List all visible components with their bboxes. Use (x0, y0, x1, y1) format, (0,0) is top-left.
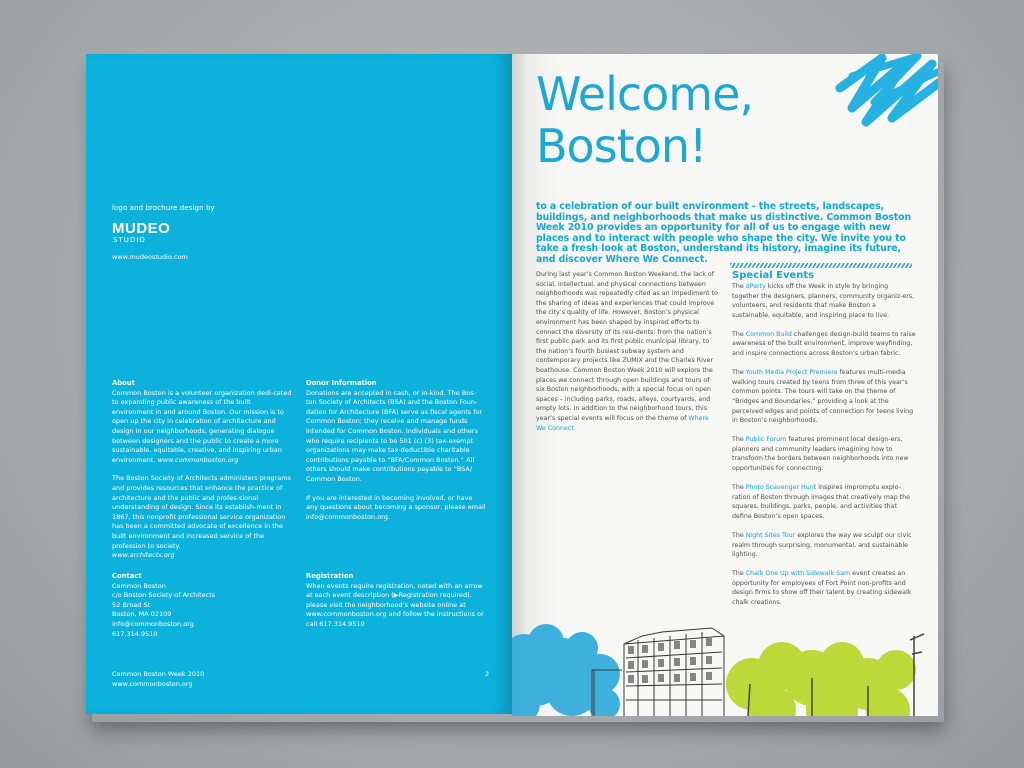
special-events (732, 270, 916, 617)
theme-highlight: Where We Connect. (536, 414, 709, 432)
donor-section (306, 379, 486, 531)
mudeo-logo: MUDEO (112, 220, 171, 237)
event-item: The Public Forum features prominent local design-ers, planners and community leaders imagining how to transform the borders between neighborhoods into new opportunities for connecting. (732, 436, 909, 472)
registration-heading: Registration (306, 572, 354, 580)
intro-body: During last year’s Common Boston Weekend, the lack of social, intellectual, and physical connections between neighborhoods was repeatedly cited as an impediment to the sharing of ideas and experiences that could improve the city’s quality of life. However, Boston’s physical environment has been shaped by inspired efforts to connect the diversity of its resi-dents: from the nation’s first public park and its first public municipal library, to the nation’s fourth busiest subway system and contemporary projects like ZUMIX and the Charles River boathouse. Common Boston Week 2010 will explore the places we connect through open buildings and tours of six Boston neighborhoods, with a special focus on open spaces – including parks, roads, alleys, courtyards, and empty lots. In addition to the neighborhood tours, this year’s special events will focus on the theme of Where We Connect. (536, 271, 718, 432)
contact-heading: Contact (112, 572, 142, 580)
about-paragraph-2: The Boston Society of Architects administers programs and provides resources that enhance the practice of architecture and the public and profes-sional understanding of design. Since its establish-ment in 1867, this nonprofit professional service organization has been a committed advocate of excellence in the built environment and increased service of the profession to society. www.architects.org (112, 474, 291, 560)
right-page (512, 54, 938, 716)
event-name: Photo Scavenger Hunt (745, 484, 817, 492)
mudeo-logo-sub: STUDIO (113, 236, 146, 244)
architects-url: www.architects.org (112, 551, 175, 560)
event-name: Chalk One Up with Sidewalk Sam (745, 570, 851, 578)
left-footer (112, 670, 204, 689)
contact-line: info@commonboston.org (112, 619, 194, 628)
registration-text: When events require registration, noted with an arrow at each event description (▶Registration required), please visit the neighborhood’s website online at www.commonboston.org and follow the instructions or call 617.314.9510 (306, 581, 484, 628)
city-illustration (512, 614, 938, 716)
title-line-2: Boston! (536, 119, 707, 173)
left-page (86, 54, 512, 714)
hatch-divider (730, 263, 912, 268)
footer-event: Common Boston Week 2010 (112, 670, 205, 678)
event-name: dParty (745, 283, 766, 290)
commonboston-url: www.commonboston.org (157, 455, 239, 464)
footer-url: www.commonboston.org (112, 679, 193, 688)
lede-theme: Where We Connect. (605, 253, 708, 265)
donor-paragraph-1: Donations are accepted in cash, or in-kind. The Bos-ton Society of Architects (BSA) and the Boston Foun-dation for Architecture (BFA) serve as fiscal agents for Common Boston; they receive and manage funds intended for Common Boston. Individuals and others who require recipients to be 501 (c) (3) tax-exempt organizations may make tax-deductible charitable contributions payable to “BFA/Common Boston.” All others should make contributions payable to “BSA/ Common Boston. (306, 388, 483, 483)
event-item: The dParty kicks off the Week in style by bringing together the designers, planners, community organiz-ers, volunteers, and residents that make Boston a sustainable, equitable, and inspiring place to live. (732, 283, 915, 319)
about-section (112, 379, 292, 570)
event-name: Public Forum (745, 436, 787, 444)
blue-scribble-decoration (822, 54, 938, 132)
contact-line: Boston, MA 02109 (112, 610, 172, 619)
page-number: 2 (485, 670, 490, 678)
registration-section (306, 572, 486, 639)
contact-line: Common Boston (112, 581, 166, 590)
donor-paragraph-2: If you are interested in becoming involved, or have any questions about becoming a sponsor, please email info@commonboston.org. (306, 493, 486, 521)
event-item: The Chalk One Up with Sidewalk Sam event creates an opportunity for employees of Fort Point non-profits and design firms to show off their talent by creating sidewalk chalk creations. (732, 570, 912, 607)
credit-label: logo and brochure design by (112, 204, 215, 212)
event-name: Night Sites Tour (745, 531, 796, 539)
event-name: Common Build (745, 330, 792, 338)
contact-section (112, 572, 292, 639)
contact-line: c/o Boston Society of Architects (112, 591, 216, 600)
event-item: The Youth Media Project Premiere features multi-media walking tours created by teens from three of this year’s common points. The tours will take on the theme of “Bridges and Boundaries,” providing a look at the perceived edges and points of connection for teens living in Boston’s neighborhoods. (732, 369, 914, 425)
title-line-1: Welcome, (536, 67, 754, 121)
event-item: The Photo Scavenger Hunt inspires impromptu explo-ration of Boston through images that creatively map the squares, buildings, parks, people, and activities that define Boston’s open spaces. (732, 484, 911, 520)
contact-line: 617.314.9510 (112, 629, 158, 638)
lede-paragraph: to a celebration of our built environment - the streets, landscapes, buildings, and neighborhoods that make us distinctive. Common Boston Week 2010 provides an opportunity for all of us to engage with new places and to interact with people who shape the city. We invite you to take a fresh look at Boston, understand its history, imagine its future, and discover Where We Connect. (536, 201, 912, 265)
event-name: Youth Media Project Premiere (745, 369, 838, 377)
event-item: The Common Build challenges design-build teams to raise awareness of the built environment, improve wayfinding, and inspire connections across Boston’s urban fabric. (732, 330, 916, 358)
donor-heading: Donor Information (306, 379, 377, 387)
about-heading: About (112, 379, 135, 387)
special-events-heading: Special Events (732, 270, 815, 281)
studio-url: www.mudeostudio.com (112, 253, 188, 261)
contact-line: 52 Broad St (112, 600, 151, 609)
page-title (536, 68, 753, 172)
event-item: The Night Sites Tour explores the way we sculpt our civic realm through surprising, monumental, and sustainable lighting. (732, 531, 912, 559)
about-paragraph-1: Common Boston is a volunteer organization dedi-cated to expanding public awareness of the built environment in and around Boston. Our mission is to open up the city in celebration of architecture and design in our neighborhoods, generating dialogue between designers and the public to create a more sustainable, equitable, creative, and inspiring urban environment. www.commonboston.org (112, 388, 292, 464)
